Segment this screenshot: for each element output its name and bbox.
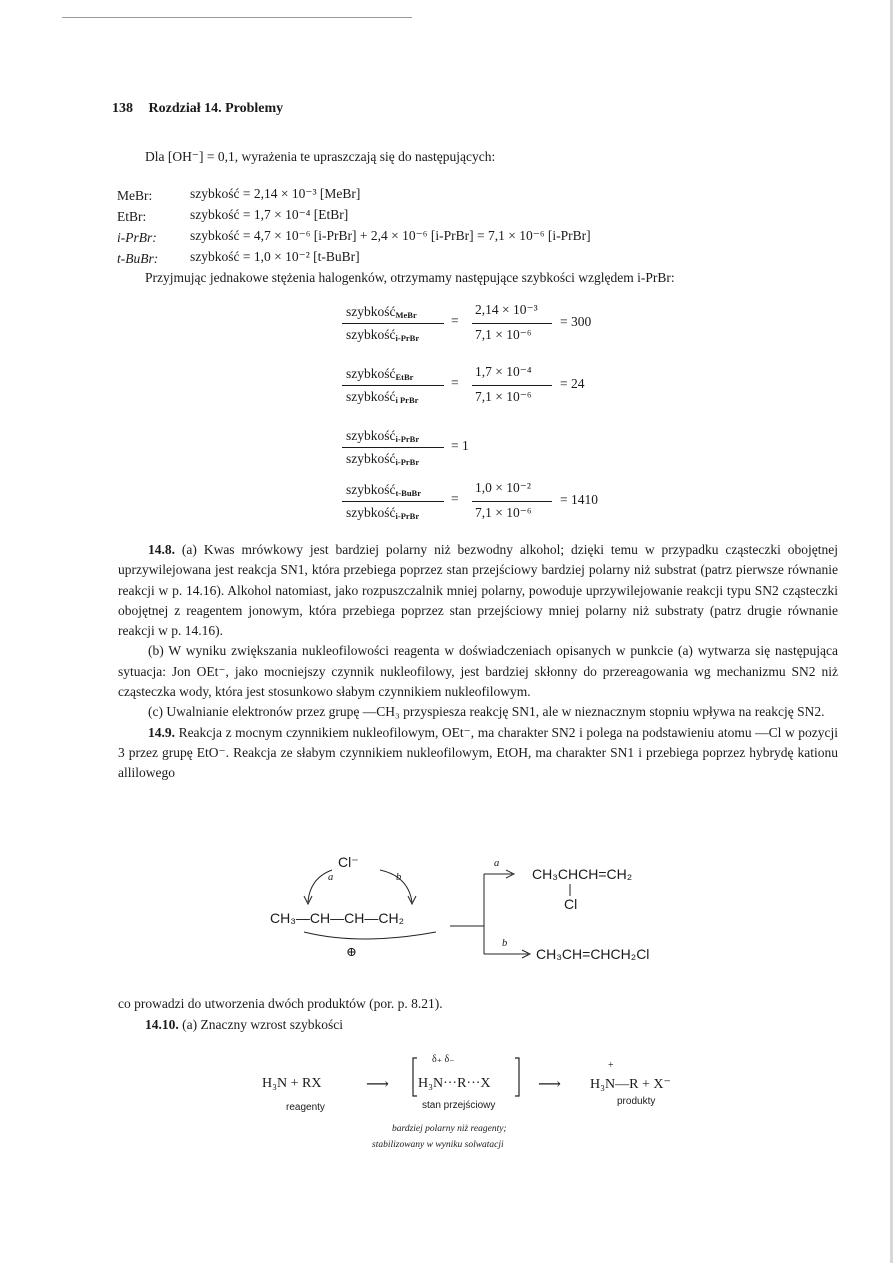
ratio-etbr: szybkość$_{EtBr}$ szybkość$_{i PrBr}$ = 1,7 × 10⁻⁴ 7,1 × 10⁻⁶ = 24: [342, 366, 612, 416]
running-title: Rozdział 14. Problemy: [148, 101, 284, 116]
paragraph-text: (b) W wyniku zwiększania nukleofilowości reagenta w doświadczeniach opisanych w punkcie (a) wytwarza się następująca sytuacja: Jon OEt⁻, jako mocniejszy czynnik nukleofilowy, jest bardziej skłonny do przereagowania wg mechanizmu SN2 niż cząsteczka wody, która jest stosunkowo słabym czynnikiem nukleofilowym.: [118, 643, 838, 700]
ratio-result: = 300: [560, 314, 592, 329]
section-number: 14.10.: [145, 1017, 179, 1032]
section-number: 14.8.: [148, 542, 175, 557]
rate-label-iprbr: i-PrBr:: [117, 230, 157, 245]
fraction-bar: [342, 385, 444, 386]
eq-transition-state: H₃N···R···X: [418, 1076, 491, 1091]
intro-line: Dla [OH⁻] = 0,1, wyrażenia te upraszczają się do następujących:: [145, 149, 496, 164]
arrow-label-a: a: [328, 872, 334, 883]
ratio-den-label: szybkość: [346, 505, 396, 520]
cation-charge: ⊕: [346, 944, 357, 959]
ratio-den-sub: i-PrBr: [395, 333, 420, 343]
label-products: produkty: [617, 1096, 656, 1107]
rate-expr-mebr: szybkość = 2,14 × 10⁻³ [MeBr]: [190, 186, 361, 201]
ratio-num-sub: t-BuBr: [395, 488, 421, 498]
ratio-num-label: szybkość: [346, 366, 396, 381]
ratio-num-label: szybkość: [346, 482, 396, 497]
ratio-num-sub: i-PrBr: [395, 434, 420, 444]
ratio-den-label: szybkość: [346, 451, 396, 466]
product-a-chlorine: Cl: [564, 896, 578, 912]
paragraph-text: (a) Znaczny wzrost szybkości: [182, 1017, 343, 1032]
ratio-den-sub: i-PrBr: [395, 457, 420, 467]
paragraph-14-8-a: [118, 540, 838, 641]
chloride-ion: Cl⁻: [338, 854, 359, 870]
ratio-tbubr: szybkość$_{t-BuBr}$ szybkość$_{i-PrBr}$ = 1,0 × 10⁻² 7,1 × 10⁻⁶ = 1410: [342, 482, 632, 532]
label-reactants: reagenty: [286, 1102, 325, 1113]
product-b: CH₃CH=CHCH₂Cl: [536, 946, 650, 962]
ratio-value-den: 7,1 × 10⁻⁶: [475, 327, 532, 342]
rate-label-etbr: EtBr:: [117, 209, 147, 224]
fraction-bar: [342, 447, 444, 448]
ratio-value-num: 1,7 × 10⁻⁴: [475, 364, 532, 379]
paragraph-text: (a) Kwas mrówkowy jest bardziej polarny niż bezwodny alkohol; dzięki temu w przypadku cząsteczki obojętnej uprzywilejowana jest reakcja SN1, która przebiega poprzez stan przejściowy bardziej polarny niż substrat (patrz pierwsze równanie reakcji w p. 14.16). Alkohol natomiast, jako rozpuszczalnik mniej polarny, powoduje uprzywilejowanie reakcji typu SN2 cząsteczki obojętnej z reagentem jonowym, która przebiega poprzez stan przejściowy mniej polarny niż substraty (patrz drugie równanie reakcji w p. 14.16).: [118, 542, 838, 639]
paragraph-14-10: [145, 1017, 343, 1033]
page-header: [112, 101, 283, 117]
fraction-bar: [342, 323, 444, 324]
allyl-cation-scheme: [250, 850, 710, 980]
rate-expr-tbubr: szybkość = 1,0 × 10⁻² [t-BuBr]: [190, 249, 360, 264]
answer-text: [118, 540, 838, 784]
fraction-bar: [472, 323, 552, 324]
rate-label-mebr: MeBr:: [117, 188, 153, 203]
ratio-num-label: szybkość: [346, 428, 396, 443]
product-a: CH₃CHCH=CH₂: [532, 866, 633, 882]
ts-note-line-2: stabilizowany w wyniku solwatacji: [372, 1140, 504, 1150]
allyl-chain: CH₃—CH—CH—CH₂: [270, 910, 405, 926]
ratio-result: = 24: [560, 376, 585, 391]
label-transition-state: stan przejściowy: [422, 1100, 496, 1111]
eq-partial-charges: δ₊ δ₋: [432, 1054, 455, 1065]
ratio-value-den: 7,1 × 10⁻⁶: [475, 505, 532, 520]
ratio-value-num: 2,14 × 10⁻³: [475, 302, 538, 317]
ratio-mebr: szybkość$_{MeBr}$ szybkość$_{i-PrBr}$ = 2,14 × 10⁻³ 7,1 × 10⁻⁶ = 300: [342, 304, 612, 354]
rate-expr-etbr: szybkość = 1,7 × 10⁻⁴ [EtBr]: [190, 207, 349, 222]
paragraph-text: Reakcja z mocnym czynnikiem nukleofilowym, OEt⁻, ma charakter SN2 i polega na podstawieniu atomu —Cl w pozycji 3 przez grupę EtO⁻. Reakcja ze słabym czynnikiem nukleofilowym, EtOH, ma charakter SN1 i przebiega poprzez hybrydę kationu allilowego: [118, 724, 838, 781]
eq-ammonium-charge: +: [608, 1060, 614, 1071]
ratio-num-sub: EtBr: [395, 372, 414, 382]
ratio-iprbr: [342, 428, 542, 478]
fraction-bar: [342, 501, 444, 502]
ratio-value-den: 7,1 × 10⁻⁶: [475, 389, 532, 404]
eq-products: H₃N—R + X⁻: [590, 1077, 671, 1092]
branch-label-b: b: [502, 938, 508, 949]
section-number: 14.9.: [148, 724, 175, 740]
branch-label-a: a: [494, 858, 500, 869]
ratio-den-label: szybkość: [346, 327, 396, 342]
rate-label-tbubr: t-BuBr:: [117, 251, 159, 266]
ts-note-line-1: bardziej polarny niż reagenty;: [392, 1124, 507, 1134]
paragraph-14-9: [118, 723, 838, 784]
ratio-value-num: 1,0 × 10⁻²: [475, 480, 531, 495]
ratio-den-sub: i PrBr: [395, 395, 419, 405]
ratio-num-label: szybkość: [346, 304, 396, 319]
after-scheme-line: co prowadzi do utworzenia dwóch produktów (por. p. 8.21).: [118, 996, 443, 1011]
fraction-bar: [472, 385, 552, 386]
eq-arrow-2: ⟶: [538, 1076, 561, 1093]
ratio-num-sub: MeBr: [395, 310, 417, 320]
rate-expr-iprbr: szybkość = 4,7 × 10⁻⁶ [i-PrBr] + 2,4 × 10⁻⁶ [i-PrBr] = 7,1 × 10⁻⁶ [i-PrBr]: [190, 228, 591, 243]
paragraph-14-8-b: [118, 641, 838, 702]
eq-reactants: H₃N + RX: [262, 1076, 322, 1091]
ratio-result: = 1410: [560, 492, 598, 507]
assume-line: Przyjmując jednakowe stężenia halogenków, otrzymamy następujące szybkości względem i-PrBr:: [145, 270, 675, 285]
ratio-result: = 1: [451, 438, 469, 453]
eq-arrow-1: ⟶: [366, 1076, 389, 1093]
fraction-bar: [472, 501, 552, 502]
ratio-den-label: szybkość: [346, 389, 396, 404]
page-number: 138: [112, 101, 133, 116]
top-rule: [62, 17, 412, 18]
arrow-label-b: b: [396, 872, 402, 883]
ratio-den-sub: i-PrBr: [395, 511, 420, 521]
paragraph-text: (c) Uwalnianie elektronów przez grupę —CH₃ przyspiesza reakcję SN1, ale w nieznacznym stopniu wpływa na reakcję SN2.: [148, 704, 825, 720]
paragraph-14-8-c: [118, 702, 838, 722]
